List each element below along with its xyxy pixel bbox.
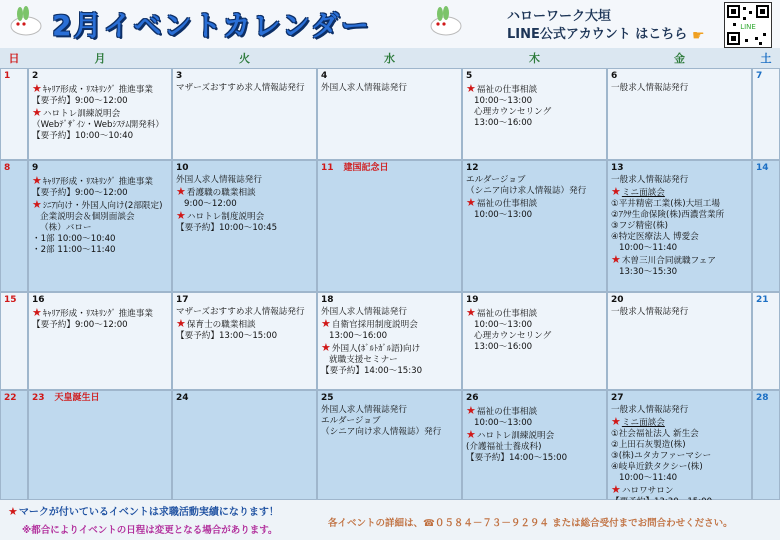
event-text: ｷｬﾘｱ形成・ﾘｽｷﾘﾝｸﾞ 推進事業 (42, 85, 154, 95)
event-line (176, 210, 313, 223)
event-line (611, 232, 748, 243)
schedule-change-note: ※都合によりイベントの日程は変更となる場合があります。 (22, 525, 278, 536)
event-text: 外国人求人情報誌発行 (176, 175, 262, 185)
snow-bunny-icon (6, 6, 46, 36)
event-line (466, 418, 603, 429)
event-text: 自衛官採用制度説明会 (331, 320, 418, 330)
calendar-day-cell (172, 292, 317, 390)
event-text: 保育士の職業相談 (186, 320, 256, 330)
event-line (466, 405, 603, 418)
calendar-day-cell (28, 68, 172, 160)
star-icon: ★ (466, 306, 476, 319)
event-line (321, 427, 458, 438)
event-line (32, 120, 168, 131)
event-line (32, 131, 168, 142)
star-icon: ★ (176, 185, 186, 198)
event-text: 心理カウンセリング (474, 331, 552, 341)
event-text: (介護福祉士養成科) (466, 442, 542, 452)
event-line (611, 484, 748, 497)
day-number: 25 (321, 393, 334, 403)
day-number: 2 (32, 71, 39, 81)
calendar-day-cell (462, 292, 607, 390)
event-text: ハロトレ訓練説明会 (42, 109, 121, 119)
event-line (611, 186, 748, 199)
weekday-label: 木 (529, 52, 540, 65)
holiday-label: 建国記念日 (343, 163, 389, 173)
event-text: 福祉の仕事相談 (476, 199, 538, 209)
contact-info: 各イベントの詳細は、☎０５８４－７３－９２９４ または総合受付までお問合わせください。 (328, 518, 733, 529)
day-number: 20 (611, 295, 624, 305)
event-text: ハロトレ制度説明会 (186, 212, 265, 222)
calendar-day-cell (0, 160, 28, 292)
event-line (321, 416, 458, 427)
calendar-day-cell (172, 68, 317, 160)
event-line (466, 307, 603, 320)
event-text: 福祉の仕事相談 (476, 85, 538, 95)
event-text: 【要予約】9:00～12:00 (32, 188, 128, 198)
event-line (32, 234, 168, 245)
event-text: ｷｬﾘｱ形成・ﾘｽｷﾘﾝｸﾞ 推進事業 (42, 309, 154, 319)
event-line (32, 83, 168, 96)
event-line (466, 107, 603, 118)
event-text: 10:00～11:40 (619, 243, 678, 253)
event-text: ｷｬﾘｱ形成・ﾘｽｷﾘﾝｸﾞ 推進事業 (42, 177, 154, 187)
day-number: 8 (4, 163, 11, 173)
event-text: （シニア向け求人情報誌）発行 (466, 186, 587, 196)
calendar-day-cell (607, 68, 752, 160)
event-line (611, 462, 748, 473)
event-text: 13:30～15:30 (619, 267, 678, 277)
event-text: ②上田石灰製造(株) (611, 440, 686, 450)
event-text: 【要予約】13:00～15:00 (176, 331, 278, 341)
star-icon: ★ (32, 174, 42, 187)
event-line (466, 342, 603, 353)
event-line (32, 188, 168, 199)
event-text: ハロトレ訓練説明会 (476, 431, 555, 441)
calendar-day-cell (607, 390, 752, 500)
day-number: 16 (32, 295, 45, 305)
weekday-label: 水 (384, 52, 395, 65)
qr-code-icon[interactable] (724, 2, 772, 48)
star-icon: ★ (32, 198, 42, 211)
star-icon: ★ (611, 185, 621, 198)
event-line (611, 473, 748, 484)
event-line (321, 331, 458, 342)
event-text: ④岐阜近鉄タクシー(株) (611, 462, 703, 472)
event-line (321, 83, 458, 94)
day-number: 1 (4, 71, 11, 81)
day-number: 24 (176, 393, 189, 403)
event-line (466, 429, 603, 442)
event-text: 一般求人情報誌発行 (611, 83, 689, 93)
event-text: 外国人(ﾎﾞﾙﾄｶﾞﾙ語)向け (331, 344, 421, 354)
event-line (176, 83, 313, 94)
star-icon: ★ (321, 317, 331, 330)
event-line (611, 243, 748, 254)
line-account-link[interactable] (507, 8, 687, 44)
event-text: 13:00～16:00 (474, 118, 533, 128)
calendar-day-cell (607, 160, 752, 292)
day-number: 19 (466, 295, 479, 305)
event-line (466, 442, 603, 453)
event-line (611, 83, 748, 94)
event-line (321, 405, 458, 416)
event-text: マザーズおすすめ求人情報誌発行 (176, 307, 305, 317)
star-legend (8, 503, 279, 518)
event-line (32, 307, 168, 320)
day-number: 7 (756, 71, 763, 81)
day-number: 17 (176, 295, 189, 305)
calendar-day-cell (28, 292, 172, 390)
event-line (32, 96, 168, 107)
star-icon: ★ (32, 82, 42, 95)
event-line (466, 186, 603, 197)
event-line (611, 440, 748, 451)
event-line (176, 186, 313, 199)
event-text: 一般求人情報誌発行 (611, 175, 689, 185)
event-text: ②ｱｸｻ生命保険(株)西濃営業所 (611, 210, 725, 220)
snow-bunny-icon (426, 6, 466, 36)
holiday-label: 天皇誕生日 (54, 393, 100, 403)
day-number: 3 (176, 71, 183, 81)
event-line (176, 307, 313, 318)
event-text: 心理カウンセリング (474, 107, 552, 117)
event-text: 【要予約】14:00～15:30 (321, 366, 423, 376)
weekday-label: 月 (94, 52, 106, 65)
calendar-day-cell (172, 390, 317, 500)
event-line (176, 199, 313, 210)
day-number: 6 (611, 71, 618, 81)
event-text: 9:00～12:00 (184, 199, 237, 209)
calendar-day-cell (0, 68, 28, 160)
calendar-day-cell (317, 292, 462, 390)
event-text: （株）バロー (40, 223, 92, 233)
calendar-day-cell (0, 390, 28, 500)
day-number: 22 (4, 393, 17, 403)
event-text: 【要予約】9:00～12:00 (32, 320, 128, 330)
event-text: 10:00～11:40 (619, 473, 678, 483)
star-icon: ★ (8, 505, 18, 518)
day-number: 9 (32, 163, 39, 173)
day-number: 23 天皇誕生日 (32, 393, 100, 403)
star-icon: ★ (321, 341, 331, 354)
event-line (176, 223, 313, 234)
weekday-label: 日 (8, 52, 20, 65)
calendar-grid (0, 68, 780, 500)
weekday-label: 火 (239, 52, 250, 65)
event-line (176, 175, 313, 186)
event-line (466, 197, 603, 210)
event-text: ③(株)ユタカファーマシー (611, 451, 712, 461)
day-number: 28 (756, 393, 769, 403)
weekday-label: 金 (674, 52, 685, 65)
event-text: 10:00～13:00 (474, 210, 533, 220)
star-icon: ★ (176, 209, 186, 222)
event-text: エルダージョブ (321, 416, 381, 426)
event-text: ミニ面談会 (621, 188, 665, 198)
event-line (321, 366, 458, 377)
event-text: 外国人求人情報誌発行 (321, 405, 407, 415)
event-text: （シニア向け求人情報誌）発行 (321, 427, 442, 437)
event-text: 10:00～13:00 (474, 320, 533, 330)
event-text: ③フジ精密(株) (611, 221, 669, 231)
day-number: 4 (321, 71, 328, 81)
event-text: 【要予約】9:00～12:00 (32, 96, 128, 106)
calendar-day-cell (317, 68, 462, 160)
event-text: 13:00～16:00 (329, 331, 388, 341)
event-line (32, 245, 168, 256)
event-line (611, 307, 748, 318)
calendar-day-cell (752, 292, 780, 390)
event-line (32, 107, 168, 120)
calendar-day-cell (317, 390, 462, 500)
event-text: 13:00～16:00 (474, 342, 533, 352)
event-text: （Webﾃﾞｻﾞｲﾝ・Webｼｽﾃﾑ開発科） (32, 120, 165, 130)
event-line (611, 429, 748, 440)
event-text: 木曽三川合同就職フェア (621, 256, 716, 266)
event-text: 企業説明会＆個別面談会 (40, 212, 135, 222)
event-line (176, 331, 313, 342)
calendar-day-cell (172, 160, 317, 292)
event-line (32, 175, 168, 188)
event-text: 10:00～13:00 (474, 96, 533, 106)
calendar-day-cell (752, 160, 780, 292)
event-text: ハロワサロン (621, 486, 674, 496)
star-icon: ★ (466, 428, 476, 441)
event-text: 一般求人情報誌発行 (611, 405, 689, 415)
star-legend-text: マークが付いているイベントは求職活動実績になります！ (18, 507, 279, 518)
event-text: 福祉の仕事相談 (476, 407, 538, 417)
event-line (611, 416, 748, 429)
event-line (32, 320, 168, 331)
calendar-day-cell (607, 292, 752, 390)
page-title: 2月イベントカレンダー (52, 9, 371, 42)
star-icon: ★ (466, 82, 476, 95)
event-text: 【要予約】14:00～15:00 (466, 453, 568, 463)
star-icon: ★ (611, 253, 621, 266)
calendar-day-cell (462, 68, 607, 160)
event-line (321, 355, 458, 366)
calendar-day-cell (28, 160, 172, 292)
day-number: 18 (321, 295, 334, 305)
day-number: 21 (756, 295, 769, 305)
event-line (611, 405, 748, 416)
event-text: 一般求人情報誌発行 (611, 307, 689, 317)
event-line (321, 318, 458, 331)
event-line (321, 342, 458, 355)
event-text: マザーズおすすめ求人情報誌発行 (176, 83, 305, 93)
event-text: 10:00～13:00 (474, 418, 533, 428)
day-number: 12 (466, 163, 479, 173)
event-line (611, 175, 748, 186)
line-account-text: LINE公式アカウント はこちら (507, 27, 688, 42)
event-line (466, 96, 603, 107)
star-icon: ★ (176, 317, 186, 330)
day-number: 27 (611, 393, 624, 403)
day-number: 5 (466, 71, 473, 81)
day-number: 26 (466, 393, 479, 403)
event-line (466, 83, 603, 96)
event-line (611, 451, 748, 462)
event-text: 【要予約】10:00～10:40 (32, 131, 134, 141)
star-icon: ★ (32, 306, 42, 319)
event-line (176, 318, 313, 331)
event-text: 外国人求人情報誌発行 (321, 83, 407, 93)
event-line (466, 453, 603, 464)
star-icon: ★ (466, 196, 476, 209)
star-icon: ★ (611, 415, 621, 428)
calendar-day-cell (0, 292, 28, 390)
event-line (466, 320, 603, 331)
event-line (466, 210, 603, 221)
event-text: エルダージョブ (466, 175, 526, 185)
event-text: ｼﾆｱ向け・外国人向け(2部限定) (42, 201, 163, 211)
day-number: 10 (176, 163, 189, 173)
event-text: 【要予約】10:00～10:45 (176, 223, 278, 233)
calendar-day-cell (752, 68, 780, 160)
star-icon: ★ (32, 106, 42, 119)
event-text: 福祉の仕事相談 (476, 309, 538, 319)
pointing-hand-icon: ☛ (692, 28, 705, 44)
org-name: ハローワーク大垣 (507, 9, 612, 24)
star-icon: ★ (466, 404, 476, 417)
calendar-day-cell (462, 160, 607, 292)
event-text: 外国人求人情報誌発行 (321, 307, 407, 317)
event-text: 看護職の職業相談 (186, 188, 256, 198)
day-number: 14 (756, 163, 769, 173)
event-line (32, 212, 168, 223)
event-line (321, 307, 458, 318)
event-line (466, 175, 603, 186)
event-line (611, 267, 748, 278)
weekday-label: 土 (760, 52, 772, 65)
event-line (32, 223, 168, 234)
event-line (611, 210, 748, 221)
event-line (466, 331, 603, 342)
event-line (466, 118, 603, 129)
day-number: 11 建国記念日 (321, 163, 389, 173)
calendar-day-cell (28, 390, 172, 500)
event-text: 就職支援セミナー (329, 355, 398, 365)
event-text: ・1部 10:00～10:40 (32, 234, 116, 244)
event-text: ④特定医療法人 博愛会 (611, 232, 699, 242)
event-line (611, 221, 748, 232)
calendar-day-cell (462, 390, 607, 500)
star-icon: ★ (611, 483, 621, 496)
event-text: ①平井精密工業(株)大垣工場 (611, 199, 720, 209)
event-text: ミニ面談会 (621, 418, 665, 428)
event-text: ①社会福祉法人 新生会 (611, 429, 699, 439)
calendar-day-cell (317, 160, 462, 292)
event-line (32, 199, 168, 212)
day-number: 13 (611, 163, 624, 173)
event-line (611, 254, 748, 267)
event-line (611, 199, 748, 210)
calendar-day-cell (752, 390, 780, 500)
qr-label: LINE (740, 23, 756, 31)
event-text: ・2部 11:00～11:40 (32, 245, 116, 255)
day-number: 15 (4, 295, 17, 305)
